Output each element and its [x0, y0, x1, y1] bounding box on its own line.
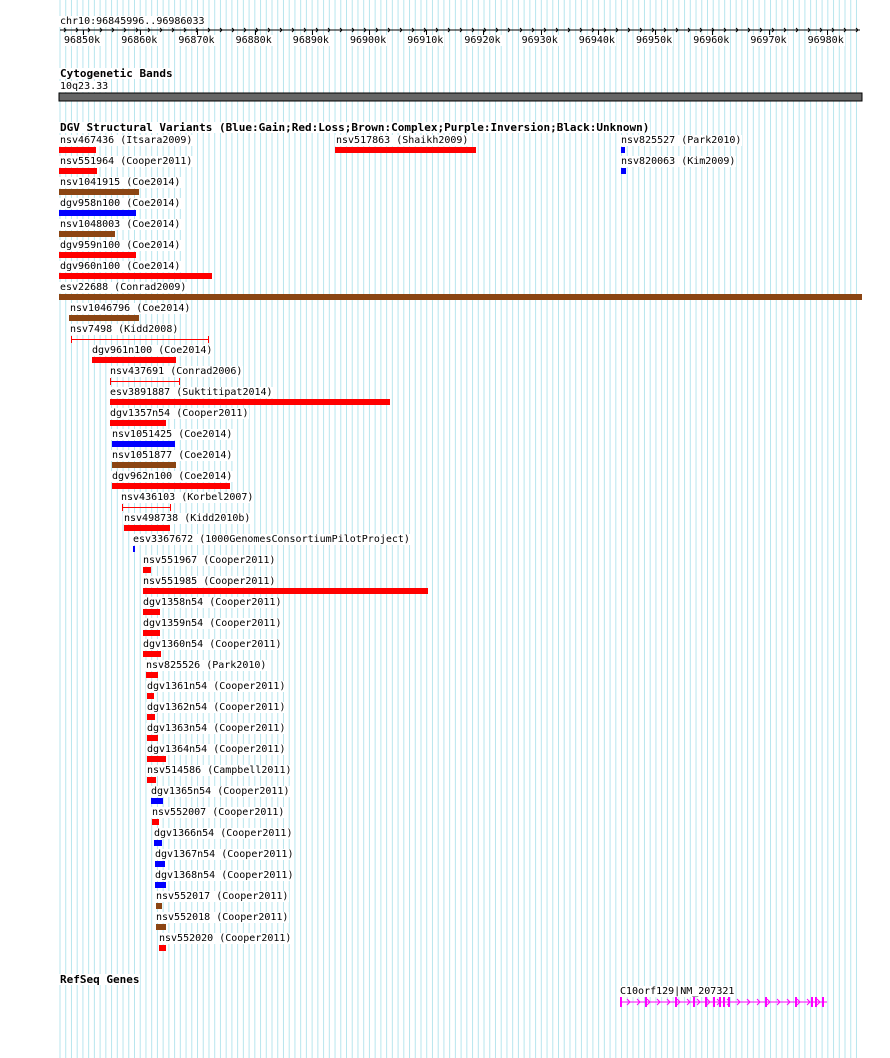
variant-label[interactable]: nsv551985 (Cooper2011) [143, 576, 276, 587]
variant-bar[interactable] [143, 588, 428, 594]
ruler-tick-label: 96930k [521, 35, 558, 46]
variant-bar[interactable] [159, 945, 166, 951]
variant-label[interactable]: dgv962n100 (Coe2014) [112, 471, 233, 482]
variant-label[interactable]: esv22688 (Conrad2009) [60, 282, 187, 293]
variant-range-end [170, 504, 171, 511]
variant-bar[interactable] [59, 273, 212, 279]
variant-label[interactable]: dgv1359n54 (Cooper2011) [143, 618, 282, 629]
ruler-tick-label: 96950k [636, 35, 673, 46]
variant-bar[interactable] [154, 840, 162, 846]
ruler-tick-label: 96860k [121, 35, 158, 46]
ruler-tick-label: 96870k [178, 35, 215, 46]
variant-bar[interactable] [112, 441, 175, 447]
variant-bar[interactable] [59, 231, 115, 237]
variant-label[interactable]: esv3367672 (1000GenomesConsortiumPilotProject) [133, 534, 410, 545]
gene-exon [795, 997, 797, 1007]
variant-label[interactable]: esv3891887 (Suktitipat2014) [110, 387, 273, 398]
variant-label[interactable]: nsv514586 (Campbell2011) [147, 765, 292, 776]
ruler-tick-label: 96890k [292, 35, 329, 46]
variant-label[interactable]: nsv1046796 (Coe2014) [70, 303, 191, 314]
variant-label[interactable]: nsv1041915 (Coe2014) [60, 177, 181, 188]
variant-bar[interactable] [110, 399, 390, 405]
variant-bar[interactable] [143, 630, 160, 636]
ruler-tick-label: 96850k [64, 35, 101, 46]
cytoband-bar [59, 93, 862, 101]
ruler-tick-label: 96980k [807, 35, 844, 46]
variant-label[interactable]: nsv467436 (Itsara2009) [60, 135, 193, 146]
gene-model[interactable] [615, 994, 835, 1010]
variant-range-end [208, 336, 209, 343]
variant-label[interactable]: nsv552020 (Cooper2011) [159, 933, 292, 944]
variant-bar[interactable] [110, 420, 166, 426]
ruler-tick-label: 96970k [750, 35, 787, 46]
ruler-tick-label: 96880k [235, 35, 272, 46]
variant-label[interactable]: dgv1364n54 (Cooper2011) [147, 744, 286, 755]
ruler-tick-label: 96900k [350, 35, 387, 46]
variant-range-end [71, 336, 72, 343]
gene-exon [645, 997, 647, 1007]
variant-label[interactable]: dgv1361n54 (Cooper2011) [147, 681, 286, 692]
variant-label[interactable]: nsv825527 (Park2010) [621, 135, 742, 146]
variant-bar[interactable] [147, 777, 156, 783]
variant-label[interactable]: nsv436103 (Korbel2007) [121, 492, 254, 503]
variant-range-end [122, 504, 123, 511]
variant-bar[interactable] [59, 294, 862, 300]
variant-bar[interactable] [147, 756, 166, 762]
ruler-tick-label: 96920k [464, 35, 501, 46]
variant-bar[interactable] [155, 861, 165, 867]
gene-exon [675, 997, 677, 1007]
variant-label[interactable]: nsv1048003 (Coe2014) [60, 219, 181, 230]
dgv-track-title: DGV Structural Variants (Blue:Gain;Red:Loss;Brown:Complex;Purple:Inversion;Black:Unknown) [60, 121, 650, 134]
variant-label[interactable]: dgv1357n54 (Cooper2011) [110, 408, 249, 419]
variant-range-line[interactable] [71, 339, 209, 340]
variant-bar[interactable] [112, 462, 176, 468]
variant-label[interactable]: dgv958n100 (Coe2014) [60, 198, 181, 209]
variant-bar[interactable] [155, 882, 166, 888]
variant-label[interactable]: dgv961n100 (Coe2014) [92, 345, 213, 356]
variant-label[interactable]: dgv960n100 (Coe2014) [60, 261, 181, 272]
variant-bar[interactable] [92, 357, 176, 363]
variant-bar[interactable] [59, 147, 96, 153]
variant-label[interactable]: nsv551967 (Cooper2011) [143, 555, 276, 566]
variant-label[interactable]: nsv1051425 (Coe2014) [112, 429, 233, 440]
region-label: chr10:96845996..96986033 [60, 16, 205, 27]
variant-bar[interactable] [621, 168, 626, 174]
variant-label[interactable]: nsv437691 (Conrad2006) [110, 366, 243, 377]
variant-label[interactable]: nsv552007 (Cooper2011) [152, 807, 285, 818]
variant-bar[interactable] [152, 819, 159, 825]
variant-bar[interactable] [143, 609, 160, 615]
variant-label[interactable]: nsv7498 (Kidd2008) [70, 324, 179, 335]
variant-bar[interactable] [59, 252, 136, 258]
variant-bar[interactable] [59, 189, 139, 195]
variant-label[interactable]: nsv1051877 (Coe2014) [112, 450, 233, 461]
gene-exon [713, 997, 715, 1007]
variant-bar[interactable] [143, 567, 151, 573]
variant-label[interactable]: nsv517863 (Shaikh2009) [336, 135, 469, 146]
gene-exon [811, 997, 813, 1007]
variant-label[interactable]: nsv825526 (Park2010) [146, 660, 267, 671]
variant-bar[interactable] [112, 483, 230, 489]
cytoband-label: 10q23.33 [60, 81, 109, 92]
variant-label[interactable]: dgv1368n54 (Cooper2011) [155, 870, 294, 881]
variant-label[interactable]: dgv1366n54 (Cooper2011) [154, 828, 293, 839]
variant-label[interactable]: dgv1360n54 (Cooper2011) [143, 639, 282, 650]
variant-label[interactable]: nsv820063 (Kim2009) [621, 156, 736, 167]
gene-exon [822, 997, 824, 1007]
variant-bar[interactable] [143, 651, 161, 657]
variant-bar[interactable] [156, 903, 162, 909]
variant-bar[interactable] [146, 672, 158, 678]
variant-bar[interactable] [124, 525, 170, 531]
variant-label[interactable]: nsv552018 (Cooper2011) [156, 912, 289, 923]
gene-exon [815, 997, 817, 1007]
ruler-tick-label: 96960k [693, 35, 730, 46]
variant-bar[interactable] [335, 147, 476, 153]
variant-bar[interactable] [133, 546, 135, 552]
variant-label[interactable]: dgv1362n54 (Cooper2011) [147, 702, 286, 713]
variant-label[interactable]: nsv551964 (Cooper2011) [60, 156, 193, 167]
variant-range-line[interactable] [110, 381, 180, 382]
variant-range-line[interactable] [122, 507, 171, 508]
variant-label[interactable]: nsv552017 (Cooper2011) [156, 891, 289, 902]
variant-label[interactable]: dgv959n100 (Coe2014) [60, 240, 181, 251]
variant-bar[interactable] [69, 315, 139, 321]
variant-range-end [179, 378, 180, 385]
variant-label[interactable]: dgv1365n54 (Cooper2011) [151, 786, 290, 797]
gene-exon [620, 997, 622, 1007]
gene-exon [705, 997, 707, 1007]
ruler-tick-label: 96910k [407, 35, 444, 46]
variant-bar[interactable] [147, 714, 155, 720]
variant-bar[interactable] [156, 924, 166, 930]
variant-bar[interactable] [147, 735, 158, 741]
gene-exon [693, 997, 695, 1007]
variant-label[interactable]: nsv498738 (Kidd2010b) [124, 513, 251, 524]
variant-label[interactable]: dgv1358n54 (Cooper2011) [143, 597, 282, 608]
cytoband-track-title: Cytogenetic Bands [60, 67, 173, 80]
variant-bar[interactable] [59, 168, 97, 174]
gene-exon [765, 997, 767, 1007]
refseq-track-title: RefSeq Genes [60, 973, 140, 986]
variant-bar[interactable] [147, 693, 154, 699]
ruler-tick-label: 96940k [578, 35, 615, 46]
variant-range-end [110, 378, 111, 385]
variant-bar[interactable] [621, 147, 625, 153]
variant-label[interactable]: dgv1367n54 (Cooper2011) [155, 849, 294, 860]
gene-exon [723, 997, 725, 1007]
variant-label[interactable]: dgv1363n54 (Cooper2011) [147, 723, 286, 734]
variant-bar[interactable] [59, 210, 136, 216]
variant-bar[interactable] [151, 798, 163, 804]
gene-label[interactable]: C10orf129|NM_207321 [620, 986, 735, 997]
